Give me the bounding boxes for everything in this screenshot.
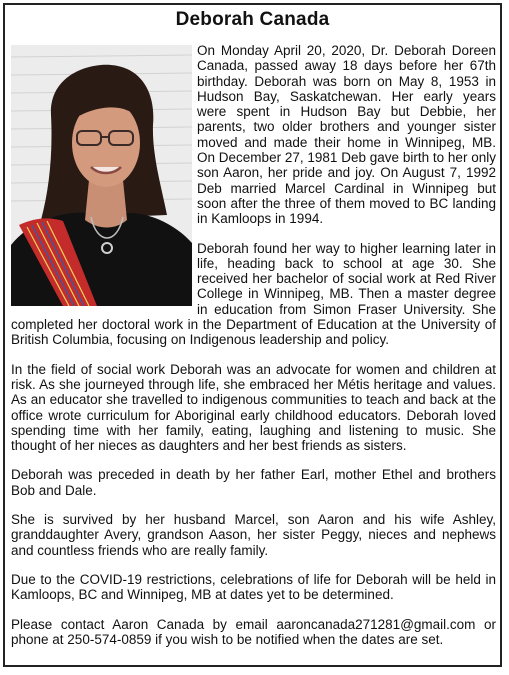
photo-spacer	[11, 43, 197, 310]
paragraph-contact: Please contact Aaron Canada by email aaroncanada271281@gmail.com or phone at 250-574-0859 if you wish to be notified when the dates are set.	[11, 616, 496, 647]
paragraph-education: Deborah found her way to higher learning later in life, heading back to school at age 30. She received her bachelor of social work at Red River College in Winnipeg, MB. Then a master degree in education from Simon Fraser University. She completed her doctoral work in the Department of Education at the University of British Columbia, focusing on Indigenous leadership and policy.	[11, 240, 496, 348]
paragraph-preceded-in-death: Deborah was preceded in death by her father Earl, mother Ethel and brothers Bob and Dale.	[11, 467, 496, 498]
paragraph-life-summary: On Monday April 20, 2020, Dr. Deborah Doreen Canada, passed away 18 days before her 67th birthday. Deborah was born on May 8, 1953 in Hudson Bay, Saskatchewan. Her early years were spent in Hudson Bay but Debbie, her parents, two older brothers and younger sister moved and made their home in Winnipeg, MB. On December 27, 1981 Deb gave birth to her only son Aaron, her pride and joy. On August 7, 1992 Deb married Marcel Cardinal in Winnipeg but soon after the three of them moved to BC landing in Kamloops in 1994.	[197, 43, 496, 227]
obituary-body	[11, 43, 496, 661]
obituary-frame	[3, 3, 502, 667]
obituary-title: Deborah Canada	[175, 9, 330, 30]
paragraph-career: In the field of social work Deborah was an advocate for women and children at risk. As she journeyed through life, she embraced her Métis heritage and values. As an educator she travelled to indigenous communities to teach and back at the office wrote curriculum for Aboriginal early childhood educators. Deborah loved spending time with her family, eating, laughing and listening to music. She thought of her nieces as daughters and her best friends as sisters.	[11, 361, 496, 454]
paragraph-survived-by: She is survived by her husband Marcel, son Aaron and his wife Ashley, granddaughter Avery, grandson Aason, her sister Peggy, nieces and nephews and countless friends who are really family.	[11, 512, 496, 558]
paragraph-celebration-notice: Due to the COVID-19 restrictions, celebrations of life for Deborah will be held in Kamloops, BC and Winnipeg, MB at dates yet to be determined.	[11, 571, 496, 603]
